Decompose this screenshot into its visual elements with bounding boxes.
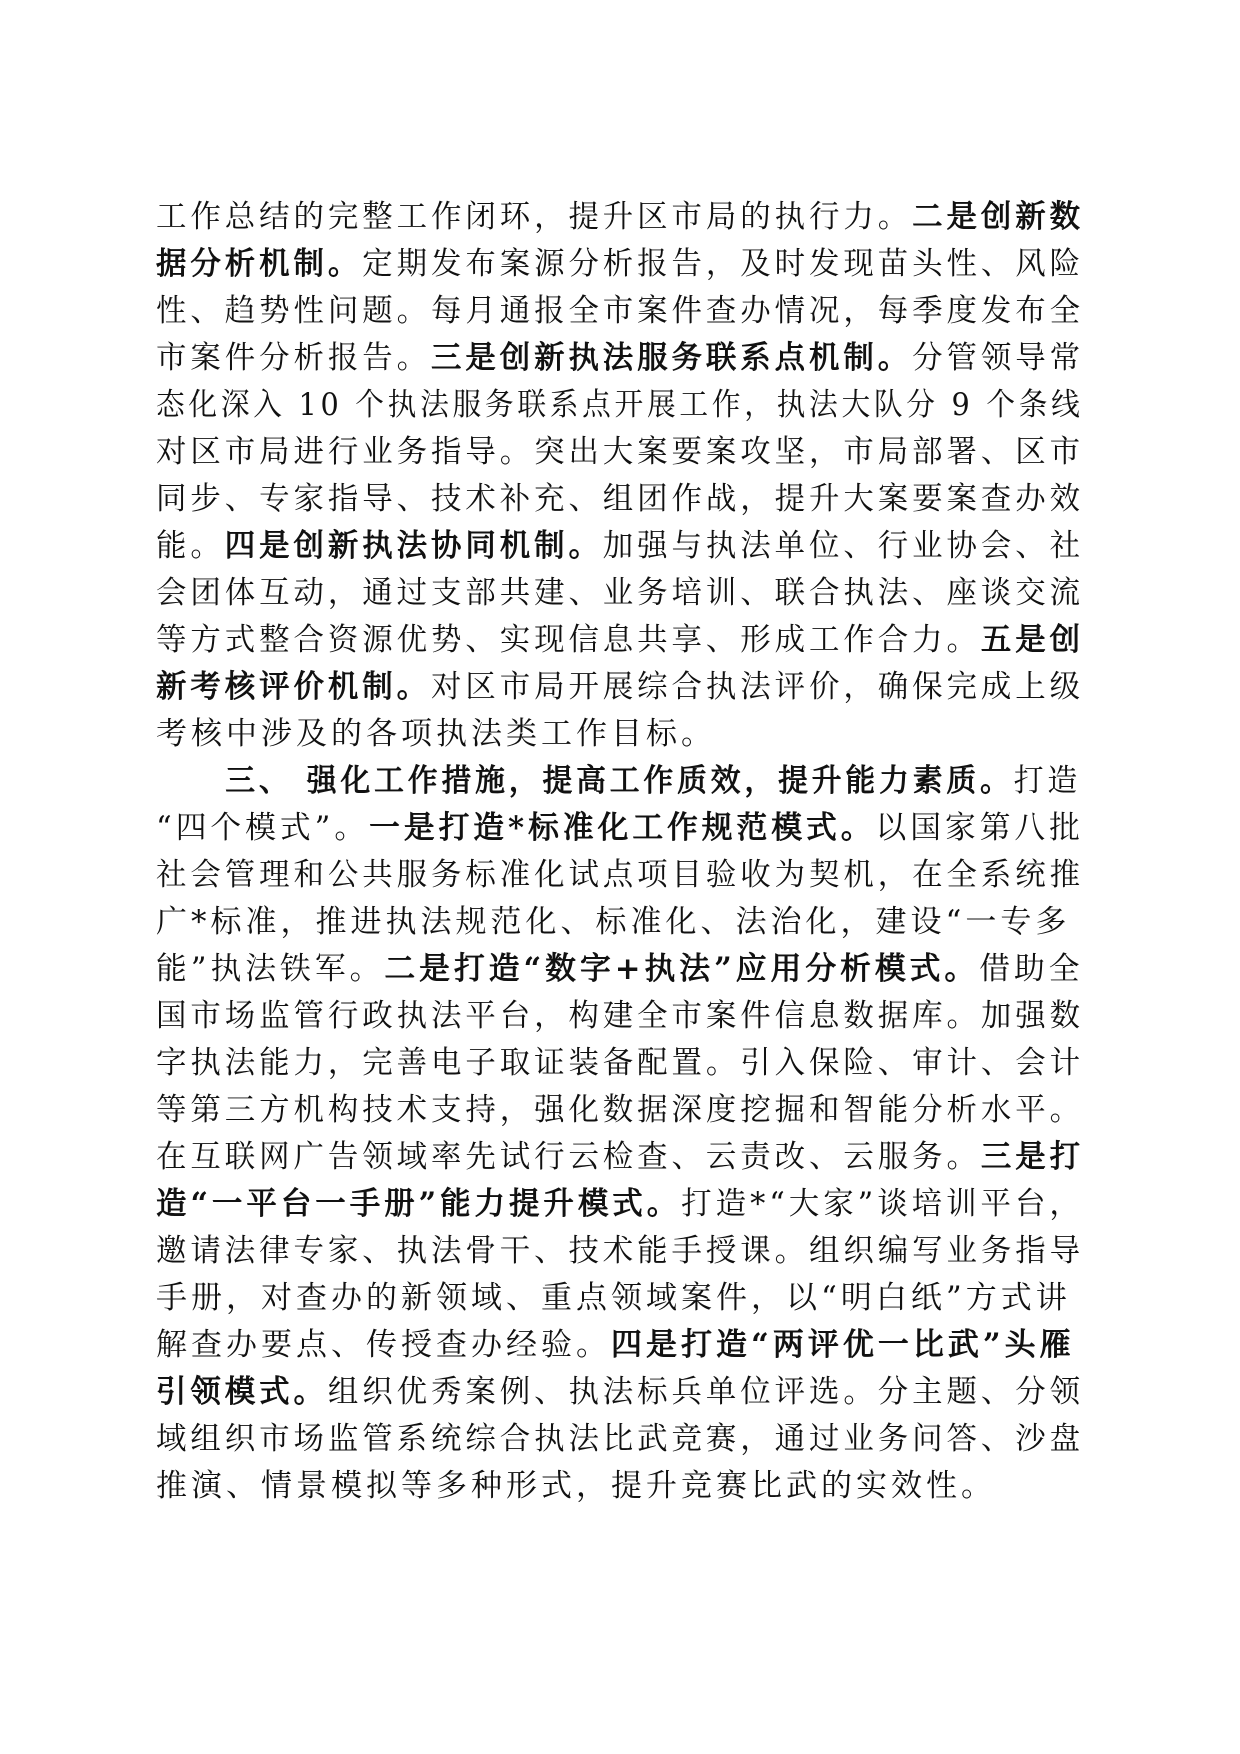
- text-line: [156, 288, 1084, 335]
- body-text: 加强与执法单位、行业协会、社: [602, 528, 1084, 564]
- body-text: 组织优秀案例、执法标兵单位评选。分主题、分领: [327, 1374, 1084, 1410]
- text-line: [156, 993, 1084, 1040]
- body-text: 工作总结的完整工作闭环，提升区市局的执行力。: [156, 199, 913, 235]
- body-text: 打造*“大家”谈培训平台，: [681, 1186, 1084, 1222]
- body-text: 会团体互动，通过支部共建、业务培训、联合执法、座谈交流: [156, 575, 1084, 611]
- body-text: 借助全: [979, 951, 1084, 987]
- body-text: 广*标准，推进执法规范化、标准化、法治化，建设“一专多: [156, 904, 1071, 940]
- text-line: [156, 1087, 1084, 1134]
- text-line: [156, 1181, 1084, 1228]
- text-line: [156, 1369, 1084, 1416]
- text-line: [156, 241, 1084, 288]
- text-line: [156, 805, 1084, 852]
- body-text: 在互联网广告领域率先试行云检查、云责改、云服务。: [156, 1139, 981, 1175]
- text-line: [156, 664, 1084, 711]
- body-text: 性、趋势性问题。每月通报全市案件查办情况，每季度发布全: [156, 293, 1084, 329]
- body-text: 能。: [156, 528, 225, 564]
- body-text: 对区市局进行业务指导。突出大案要案攻坚，市局部署、区市: [156, 434, 1084, 470]
- text-line: [156, 1322, 1084, 1369]
- text-line: [156, 523, 1084, 570]
- body-text: 考核中涉及的各项执法类工作目标。: [156, 716, 716, 752]
- body-text: 解查办要点、传授查办经验。: [156, 1327, 611, 1363]
- text-line: [156, 570, 1084, 617]
- text-line: [156, 335, 1084, 382]
- body-text: 对区市局开展综合执法评价，确保完成上级: [430, 669, 1084, 705]
- bold-heading-text: 三是打: [980, 1139, 1084, 1175]
- bold-heading-text: 三、 强化工作措施，提高工作质效，提升能力素质。: [225, 763, 1014, 799]
- text-line: [156, 382, 1084, 429]
- body-text: “四个模式”。: [156, 810, 370, 846]
- body-text: 国市场监管行政执法平台，构建全市案件信息数据库。加强数: [156, 998, 1084, 1034]
- text-line: [156, 852, 1084, 899]
- body-text: 域组织市场监管系统综合执法比武竞赛，通过业务问答、沙盘: [156, 1421, 1084, 1457]
- bold-heading-text: 二是创新数: [912, 199, 1084, 235]
- body-text: 市案件分析报告。: [156, 340, 431, 376]
- bold-heading-text: 新考核评价机制。: [156, 669, 431, 705]
- body-text: 邀请法律专家、执法骨干、技术能手授课。组织编写业务指导: [156, 1233, 1084, 1269]
- text-line: [156, 946, 1084, 993]
- body-text: 字执法能力，完善电子取证装备配置。引入保险、审计、会计: [156, 1045, 1084, 1081]
- bold-heading-text: 四是打造“两评优一比武”头雁: [611, 1327, 1075, 1363]
- body-text: 态化深入 10 个执法服务联系点开展工作，执法大队分 9 个条线: [156, 387, 1084, 423]
- body-text: 等方式整合资源优势、实现信息共享、形成工作合力。: [156, 622, 981, 658]
- bold-heading-text: 三是创新执法服务联系点机制。: [430, 340, 913, 376]
- body-text: 推演、情景模拟等多种形式，提升竞赛比武的实效性。: [156, 1468, 996, 1504]
- body-text: 等第三方机构技术支持，强化数据深度挖掘和智能分析水平。: [156, 1092, 1084, 1128]
- text-line: [156, 711, 1084, 758]
- text-line: [156, 617, 1084, 664]
- body-text: 以国家第八批: [875, 810, 1084, 846]
- text-line: [156, 429, 1084, 476]
- text-line: [156, 1463, 1084, 1510]
- bold-heading-text: 引领模式。: [156, 1374, 328, 1410]
- body-text: 打造: [1013, 763, 1082, 799]
- bold-heading-text: 据分析机制。: [156, 246, 363, 282]
- body-text: 社会管理和公共服务标准化试点项目验收为契机，在全系统推: [156, 857, 1084, 893]
- body-text: 能”执法铁军。: [156, 951, 385, 987]
- text-line: [156, 899, 1084, 946]
- text-line: [156, 1228, 1084, 1275]
- text-line: [156, 194, 1084, 241]
- body-text: 手册，对查办的新领域、重点领域案件，以“明白纸”方式讲: [156, 1280, 1071, 1316]
- body-text: 同步、专家指导、技术补充、组团作战，提升大案要案查办效: [156, 481, 1084, 517]
- bold-heading-text: 一是打造*标准化工作规范模式。: [369, 810, 876, 846]
- text-line: [156, 476, 1084, 523]
- text-line: [156, 758, 1082, 805]
- bold-heading-text: 二是打造“数字+执法”应用分析模式。: [384, 951, 980, 987]
- text-line: [156, 1134, 1084, 1181]
- text-line: [156, 1040, 1084, 1087]
- text-line: [156, 1416, 1084, 1463]
- body-text: 定期发布案源分析报告，及时发现苗头性、风险: [362, 246, 1084, 282]
- bold-heading-text: 四是创新执法协同机制。: [224, 528, 603, 564]
- text-line: [156, 1275, 1084, 1322]
- bold-heading-text: 五是创: [980, 622, 1084, 658]
- body-text: 分管领导常: [912, 340, 1084, 376]
- bold-heading-text: 造“一平台一手册”能力提升模式。: [156, 1186, 682, 1222]
- document-body: [156, 194, 1084, 1510]
